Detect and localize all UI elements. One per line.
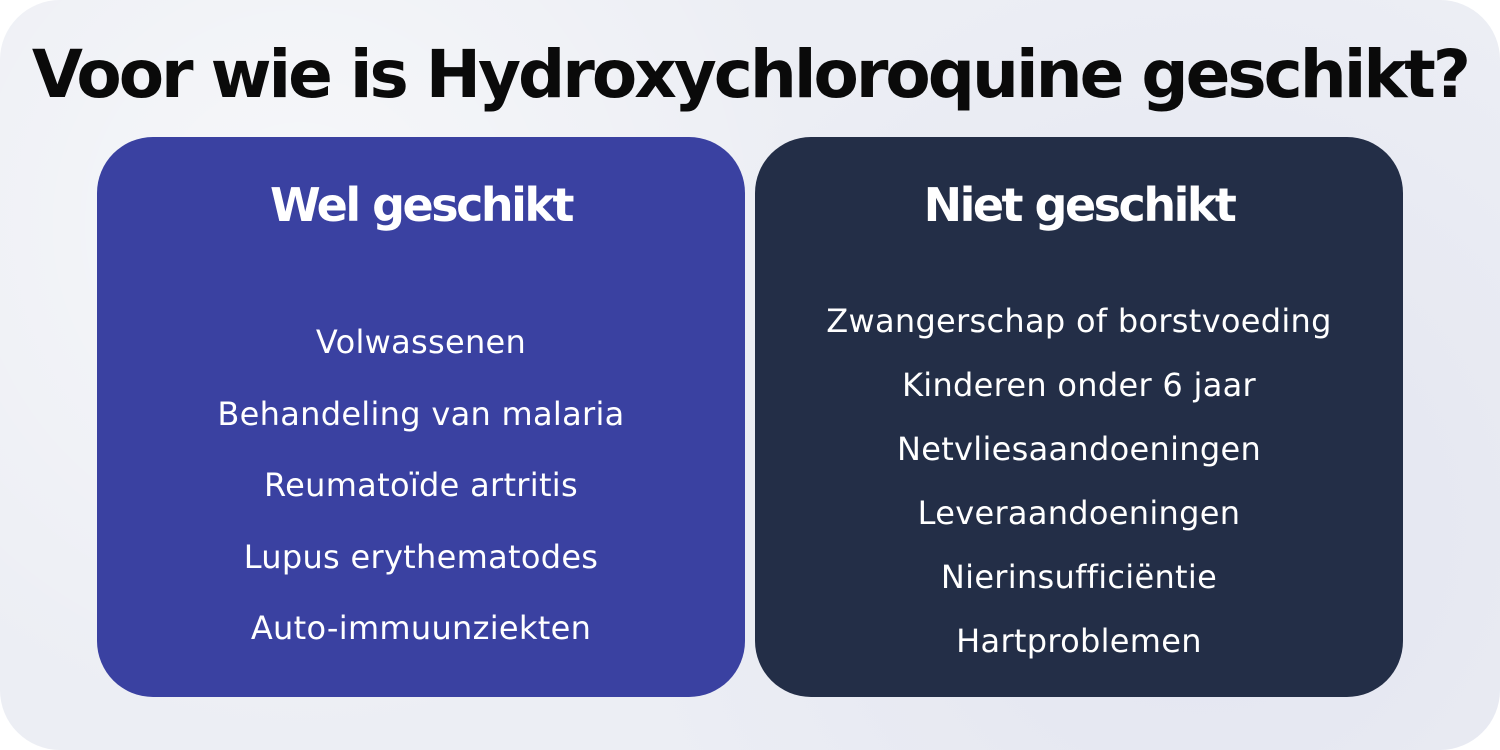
suitable-card [97,137,745,697]
suitable-item: Behandeling van malaria [217,394,625,433]
not-suitable-item: Zwangerschap of borstvoeding [826,302,1332,340]
not-suitable-card [755,137,1403,697]
suitable-item: Auto-immuunziekten [250,609,592,647]
suitable-heading: Wel geschikt [270,178,572,232]
suitable-item: Reumatoïde artritis [264,466,578,504]
not-suitable-item: Leveraandoeningen [917,494,1241,532]
not-suitable-item: Nierinsufficiëntie [940,558,1218,596]
not-suitable-item: Hartproblemen [956,622,1202,660]
not-suitable-list [755,289,1403,673]
not-suitable-item: Kinderen onder 6 jaar [901,366,1257,404]
suitable-item: Volwassenen [315,323,527,361]
suitable-item: Lupus erythematodes [243,537,599,576]
suitable-list [97,307,745,665]
page-title: Voor wie is Hydroxychloroquine geschikt? [31,36,1469,113]
not-suitable-item: Netvliesaandoeningen [896,430,1262,468]
not-suitable-heading: Niet geschikt [923,178,1235,232]
